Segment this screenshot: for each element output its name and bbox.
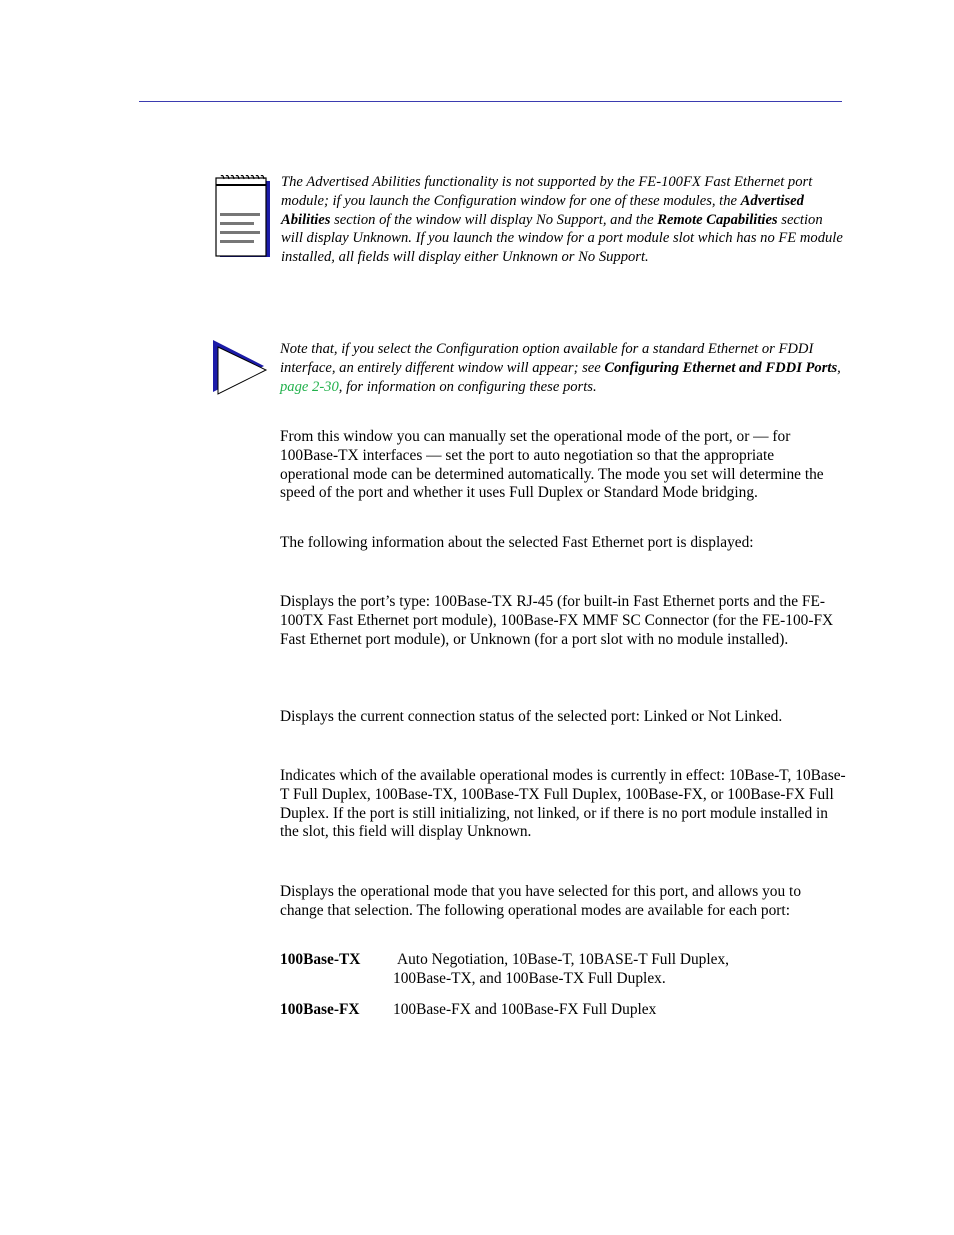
- intro-paragraph: From this window you can manually set the operational mode of the port, or — for 100Base-TX interfaces — set the port to auto negotiation so that the appropriate operational mode can be determined automatically. The mode you set will determine the speed of the port and whether it uses Full Duplex or Standard Mode bridging.: [280, 428, 824, 502]
- desired-mode-description: Displays the operational mode that you have selected for this port, and allows you to change that selection. The following operational modes are available for each port:: [280, 883, 802, 919]
- triangle-pointer-icon: [212, 339, 270, 397]
- mode-label: 100Base-FX: [280, 1001, 360, 1018]
- current-mode-description: Indicates which of the available operational modes is currently in effect: 10Base-T, 10Base-T Full Duplex, 100Base-TX, 100Base-TX Full Duplex, 100Base-FX, or 100Base-FX Full Duplex. If the port is still initializing, not linked, or if there is no port module installed in the slot, this field will display Unknown.: [280, 767, 846, 841]
- mode-values: Auto Negotiation, 10Base-T, 10BASE-T Full Duplex,: [397, 951, 730, 968]
- port-type-description: Displays the port’s type: 100Base-TX RJ-45 (for built-in Fast Ethernet ports and the FE-100TX Fast Ethernet port module), 100Base-FX MMF SC Connector (for the FE-100-FX Fast Ethernet port module), or Unknown (for a port slot with no module installed).: [280, 593, 834, 648]
- mode-label: 100Base-TX: [280, 951, 361, 968]
- tip-text: Note that, if you select the Configuration option available for a standard Ethernet or FDDI interface, an entirely different window will appear; see Configuring Ethernet and FDDI Ports, page 2-30, for information on configuring these ports.: [280, 341, 841, 395]
- note-text: The Advertised Abilities functionality is not supported by the FE-100FX Fast Ethernet port module; if you launch the Configuration window for one of these modules, the Advertised Abilities section of the window will display No Support, and the Remote Capabilities section will display Unknown. If you launch the window for a port module slot which has no FE module installed, all fields will display either Unknown or No Support.: [281, 174, 843, 266]
- mode-values: 100Base-FX and 100Base-FX Full Duplex: [393, 1001, 657, 1018]
- notepad-icon: [212, 175, 272, 261]
- mode-values: 100Base-TX, and 100Base-TX Full Duplex.: [393, 970, 666, 987]
- page-link[interactable]: page 2-30: [280, 378, 339, 395]
- following-paragraph: The following information about the selected Fast Ethernet port is displayed:: [280, 534, 754, 551]
- header-rule: [139, 101, 842, 102]
- link-status-description: Displays the current connection status of the selected port: Linked or Not Linked.: [280, 708, 783, 725]
